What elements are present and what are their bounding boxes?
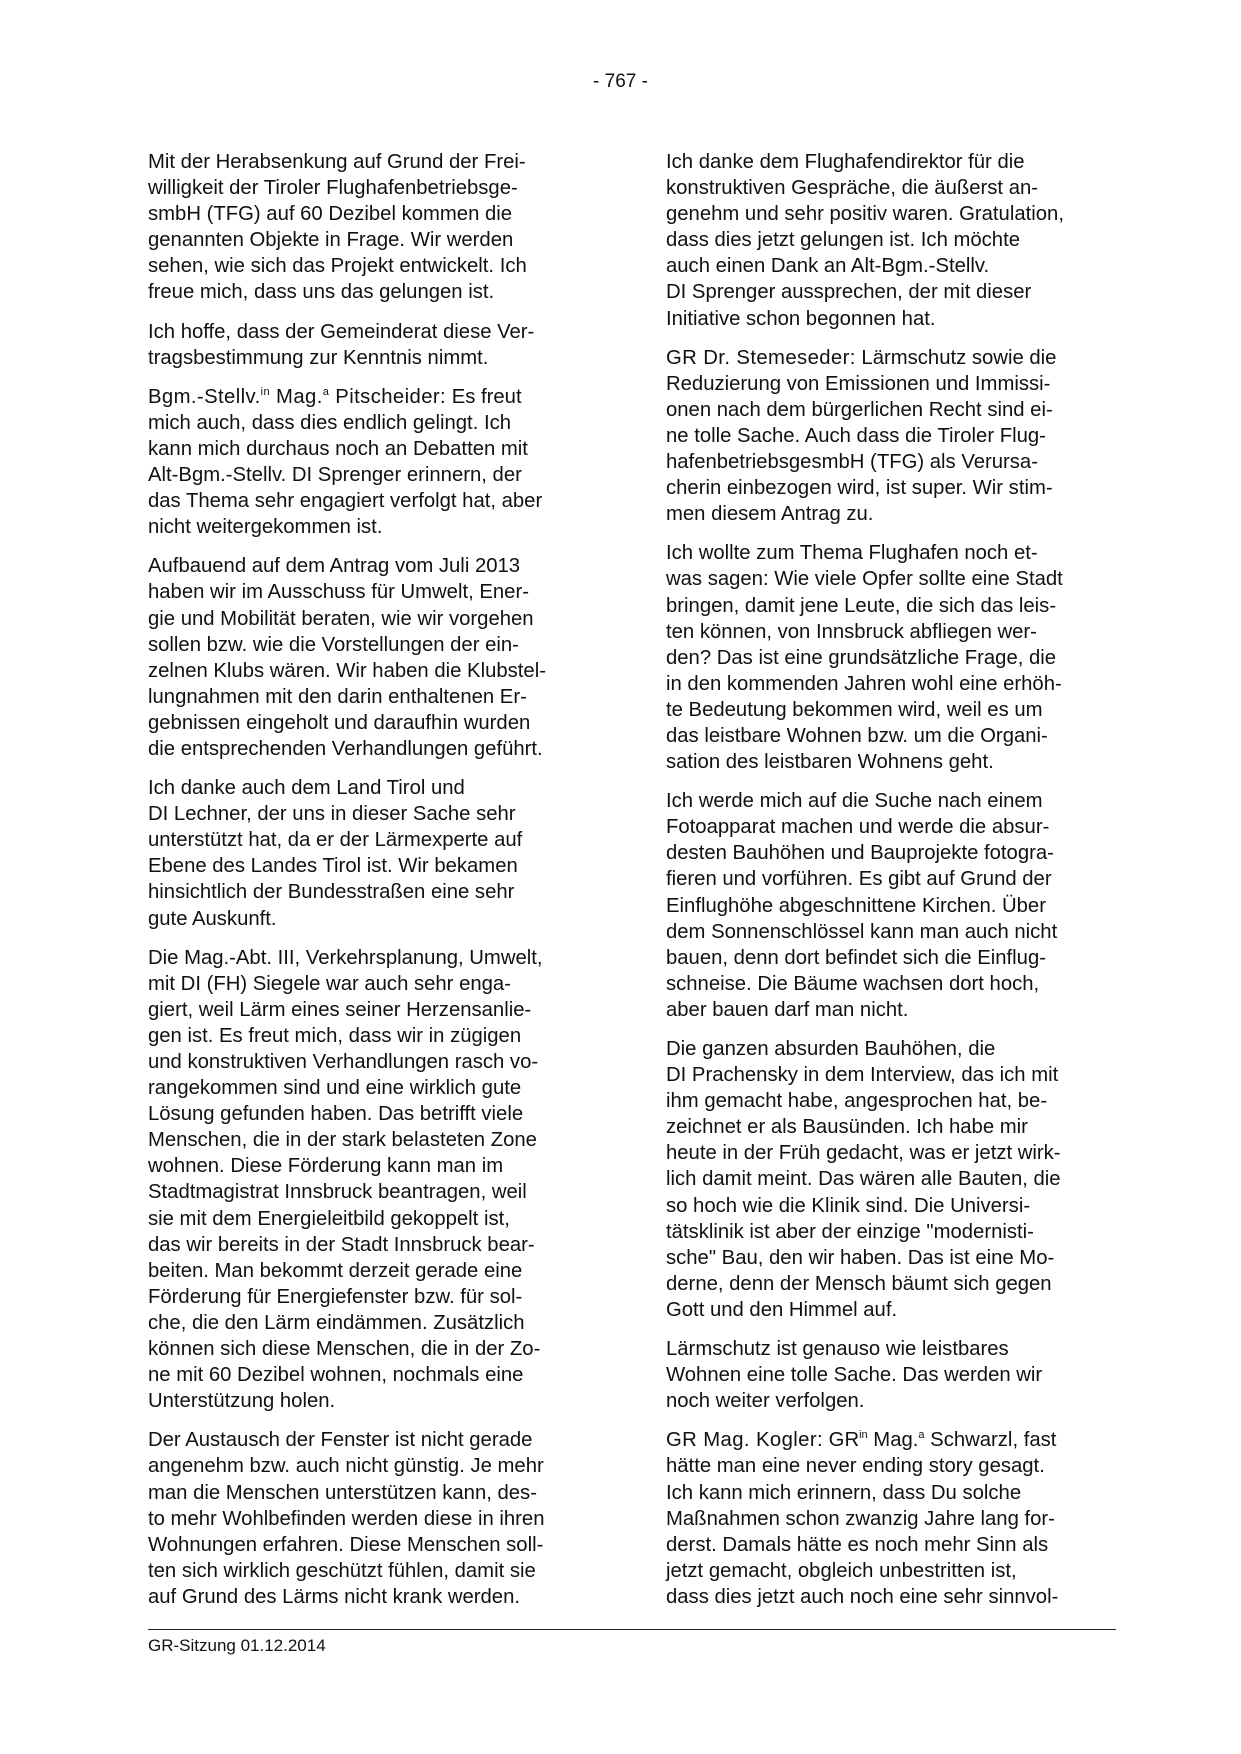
text-line: Stadtmagistrat Innsbruck beantragen, weil <box>148 1181 527 1204</box>
text-line: was sagen: Wie viele Opfer sollte eine Stadt <box>666 568 1063 591</box>
text-line: rangekommen sind und eine wirklich gute <box>148 1077 522 1100</box>
text-line: tätsklinik ist aber der einzige "modernisti- <box>666 1220 1034 1243</box>
paragraph-speech-kogler <box>666 1427 1116 1610</box>
paragraph <box>666 540 1116 775</box>
text-line: lungnahmen mit den darin enthaltenen Er- <box>148 685 527 708</box>
text-line: mit DI (FH) Siegele war auch sehr enga- <box>148 972 511 995</box>
text-line: hinsichtlich der Bundesstraßen eine sehr <box>148 881 515 904</box>
text-line: in den kommenden Jahren wohl eine erhöh- <box>666 672 1062 695</box>
text-line: dass dies jetzt auch noch eine sehr sinnvol- <box>666 1585 1059 1608</box>
text-line: schneise. Die Bäume wachsen dort hoch, <box>666 972 1040 995</box>
text-line: Menschen, die in der stark belasteten Zone <box>148 1129 537 1152</box>
text-line: desten Bauhöhen und Bauprojekte fotogra- <box>666 842 1054 865</box>
text-line: sation des leistbaren Wohnens geht. <box>666 751 994 774</box>
text-line: smbH (TFG) auf 60 Dezibel kommen die <box>148 203 513 226</box>
text-line: gute Auskunft. <box>148 907 277 930</box>
paragraph <box>666 1336 1116 1414</box>
text-line: kann mich durchaus noch an Debatten mit <box>148 437 528 460</box>
text-line: Der Austausch der Fenster ist nicht gerade <box>148 1429 533 1452</box>
text-line: Ich kann mich erinnern, dass Du solche <box>666 1481 1022 1504</box>
text-line: Einflughöhe abgeschnittene Kirchen. Über <box>666 894 1046 917</box>
text-line: Wohnungen erfahren. Diese Menschen soll- <box>148 1533 544 1556</box>
text-line: Reduzierung von Emissionen und Immissi- <box>666 372 1051 395</box>
paragraph <box>666 788 1116 1023</box>
text-line: derne, denn der Mensch bäumt sich gegen <box>666 1272 1052 1295</box>
text-line: jetzt gemacht, obgleich unbestritten ist, <box>666 1559 1017 1582</box>
text-line: DI Lechner, der uns in dieser Sache sehr <box>148 803 516 826</box>
footer-session-date: GR-Sitzung 01.12.2014 <box>148 1636 326 1655</box>
text-line: ne mit 60 Dezibel wohnen, nochmals eine <box>148 1364 524 1387</box>
paragraph <box>148 553 598 762</box>
text-line: hafenbetriebsgesmbH (TFG) als Verursa- <box>666 451 1038 474</box>
text-line: hätte man eine never ending story gesagt. <box>666 1455 1045 1478</box>
text-line: so hoch wie die Klinik sind. Die Universi- <box>666 1194 1031 1217</box>
text-line: gen ist. Es freut mich, dass wir in zügigen <box>148 1024 522 1047</box>
text-line: konstruktiven Gespräche, die äußerst an- <box>666 177 1039 200</box>
text-line: noch weiter verfolgen. <box>666 1390 865 1413</box>
text-line: heute in der Früh gedacht, was er jetzt wirk- <box>666 1142 1061 1165</box>
text-line: ten sich wirklich geschützt fühlen, damit sie <box>148 1559 536 1582</box>
text-line: Gott und den Himmel auf. <box>666 1298 898 1321</box>
text-line: Wohnen eine tolle Sache. Das werden wir <box>666 1364 1043 1387</box>
text-line: DI Prachensky in dem Interview, das ich mit <box>666 1064 1059 1087</box>
text-line: bringen, damit jene Leute, die sich das leis- <box>666 594 1057 617</box>
text-line: onen nach dem bürgerlichen Recht sind ei- <box>666 398 1053 421</box>
text-line: te Bedeutung bekommen wird, weil es um <box>666 698 1043 721</box>
left-column <box>148 149 598 1623</box>
paragraph-speech-stemeseder <box>666 345 1116 528</box>
speaker-name: GR Mag. Kogler: <box>666 1429 824 1452</box>
text-line: zelnen Klubs wären. Wir haben die Klubstel- <box>148 659 546 682</box>
text-line: Ich danke dem Flughafendirektor für die <box>666 151 1025 173</box>
text-line: Die Mag.-Abt. III, Verkehrsplanung, Umwelt, <box>148 946 543 969</box>
text-line: genehm und sehr positiv waren. Gratulation, <box>666 203 1064 226</box>
text-line: Fotoapparat machen und werde die absur- <box>666 816 1050 839</box>
text-line: sche" Bau, den wir haben. Das ist eine Mo- <box>666 1246 1055 1269</box>
text-line: wohnen. Diese Förderung kann man im <box>148 1155 504 1178</box>
speaker-name: GR Dr. Stemeseder: <box>666 346 856 369</box>
text-line: Unterstützung holen. <box>148 1390 336 1413</box>
text-line: nicht weitergekommen ist. <box>148 516 383 539</box>
text-line: gie und Mobilität beraten, wie wir vorgehen <box>148 607 534 630</box>
text-line: Aufbauend auf dem Antrag vom Juli 2013 <box>148 555 521 578</box>
text-line: Lösung gefunden haben. Das betrifft viele <box>148 1103 524 1126</box>
text-line: sehen, wie sich das Projekt entwickelt. Ich <box>148 255 527 278</box>
text-line: und konstruktiven Verhandlungen rasch vo- <box>148 1051 539 1073</box>
text-line: bauen, denn dort befindet sich die Einflug- <box>666 946 1046 969</box>
text-line: to mehr Wohlbefinden werden diese in ihren <box>148 1507 545 1530</box>
text-line: auf Grund des Lärms nicht krank werden. <box>148 1585 521 1608</box>
text-line: sie mit dem Energieleitbild gekoppelt ist, <box>148 1207 510 1230</box>
speaker-name: Bgm.-Stellv.$^{in}$ Mag.$^a$ Pitscheider: <box>148 385 447 408</box>
text-line: Ich danke auch dem Land Tirol und <box>148 777 465 800</box>
text-line: den? Das ist eine grundsätzliche Frage, die <box>666 646 1057 669</box>
text-line: das Thema sehr engagiert verfolgt hat, aber <box>148 490 543 513</box>
text-line: haben wir im Ausschuss für Umwelt, Ener- <box>148 581 529 604</box>
text-line: beiten. Man bekommt derzeit gerade eine <box>148 1259 523 1282</box>
text-line: genannten Objekte in Frage. Wir werden <box>148 229 514 252</box>
paragraph <box>148 945 598 1415</box>
speech-first-line: Bgm.-Stellv.$^{in}$ Mag.$^a$ Pitscheider: Es freut <box>148 385 522 408</box>
paragraph-speech-pitscheider <box>148 384 598 541</box>
text-line: aber bauen darf man nicht. <box>666 998 909 1021</box>
speech-first-line: GR Dr. Stemeseder: Lärmschutz sowie die <box>666 346 1057 369</box>
text-line: Initiative schon begonnen hat. <box>666 307 936 330</box>
text-line: das wir bereits in der Stadt Innsbruck bear- <box>148 1233 535 1256</box>
paragraph <box>148 149 598 306</box>
text-line: ne tolle Sache. Auch dass die Tiroler Flug- <box>666 424 1046 447</box>
text-line: Ich wollte zum Thema Flughafen noch et- <box>666 542 1038 565</box>
text-line: auch einen Dank an Alt-Bgm.-Stellv. <box>666 255 990 278</box>
text-line: willigkeit der Tiroler Flughafenbetriebsge- <box>148 177 518 200</box>
text-line: che, die den Lärm eindämmen. Zusätzlich <box>148 1311 525 1334</box>
text-line: das leistbare Wohnen bzw. um die Organi- <box>666 724 1048 747</box>
text-line: men diesem Antrag zu. <box>666 503 874 526</box>
paragraph <box>148 319 598 371</box>
text-line: gebnissen eingeholt und daraufhin wurden <box>148 711 531 734</box>
text-line: Alt-Bgm.-Stellv. DI Sprenger erinnern, der <box>148 464 522 487</box>
text-line: Ebene des Landes Tirol ist. Wir bekamen <box>148 855 518 878</box>
text-line: Ich werde mich auf die Suche nach einem <box>666 790 1043 813</box>
text-line: lich damit meint. Das wären alle Bauten, die <box>666 1168 1061 1191</box>
text-line: Maßnahmen schon zwanzig Jahre lang for- <box>666 1507 1055 1530</box>
text-line: freue mich, dass uns das gelungen ist. <box>148 281 495 304</box>
speech-first-line: GR Mag. Kogler: $GR^{in}$ Mag.$^a$ Schwarzl, fast <box>666 1429 1057 1452</box>
text-line: giert, weil Lärm eines seiner Herzensanlie- <box>148 998 532 1021</box>
text-line: fieren und vorführen. Es gibt auf Grund der <box>666 868 1052 891</box>
text-line: dass dies jetzt gelungen ist. Ich möchte <box>666 229 1020 252</box>
paragraph <box>666 1036 1116 1323</box>
paragraph <box>666 149 1116 332</box>
text-line: können sich diese Menschen, die in der Zo- <box>148 1338 541 1361</box>
text-line: Die ganzen absurden Bauhöhen, die <box>666 1038 996 1060</box>
text-line: Lärmschutz ist genauso wie leistbares <box>666 1338 1009 1361</box>
paragraph <box>148 775 598 932</box>
text-line: Ich hoffe, dass der Gemeinderat diese Ver- <box>148 320 535 343</box>
text-line: man die Menschen unterstützen kann, des- <box>148 1481 537 1504</box>
text-line: mich auch, dass dies endlich gelingt. Ich <box>148 411 512 434</box>
text-line: dem Sonnenschlössel kann man auch nicht <box>666 920 1058 943</box>
text-line: angenehm bzw. auch nicht günstig. Je mehr <box>148 1455 544 1478</box>
text-line: DI Sprenger aussprechen, der mit dieser <box>666 281 1032 304</box>
text-line: zeichnet er als Bausünden. Ich habe mir <box>666 1116 1028 1139</box>
text-line: Förderung für Energiefenster bzw. für sol- <box>148 1285 523 1308</box>
text-line: ten können, von Innsbruck abfliegen wer- <box>666 620 1037 643</box>
text-line: ihm gemacht habe, angesprochen hat, be- <box>666 1090 1048 1113</box>
text-line: die entsprechenden Verhandlungen geführt. <box>148 737 543 760</box>
text-line: cherin einbezogen wird, ist super. Wir stim- <box>666 477 1053 500</box>
text-line: unterstützt hat, da er der Lärmexperte auf <box>148 829 523 852</box>
right-column <box>666 149 1116 1623</box>
page-number: - 767 - <box>593 71 648 92</box>
text-line: Mit der Herabsenkung auf Grund der Frei- <box>148 151 526 173</box>
text-line: tragsbestimmung zur Kenntnis nimmt. <box>148 346 489 369</box>
text-line: derst. Damals hätte es noch mehr Sinn als <box>666 1533 1049 1556</box>
footer-divider <box>148 1629 1116 1630</box>
paragraph <box>148 1427 598 1610</box>
text-line: sollen bzw. wie die Vorstellungen der ein- <box>148 633 519 656</box>
